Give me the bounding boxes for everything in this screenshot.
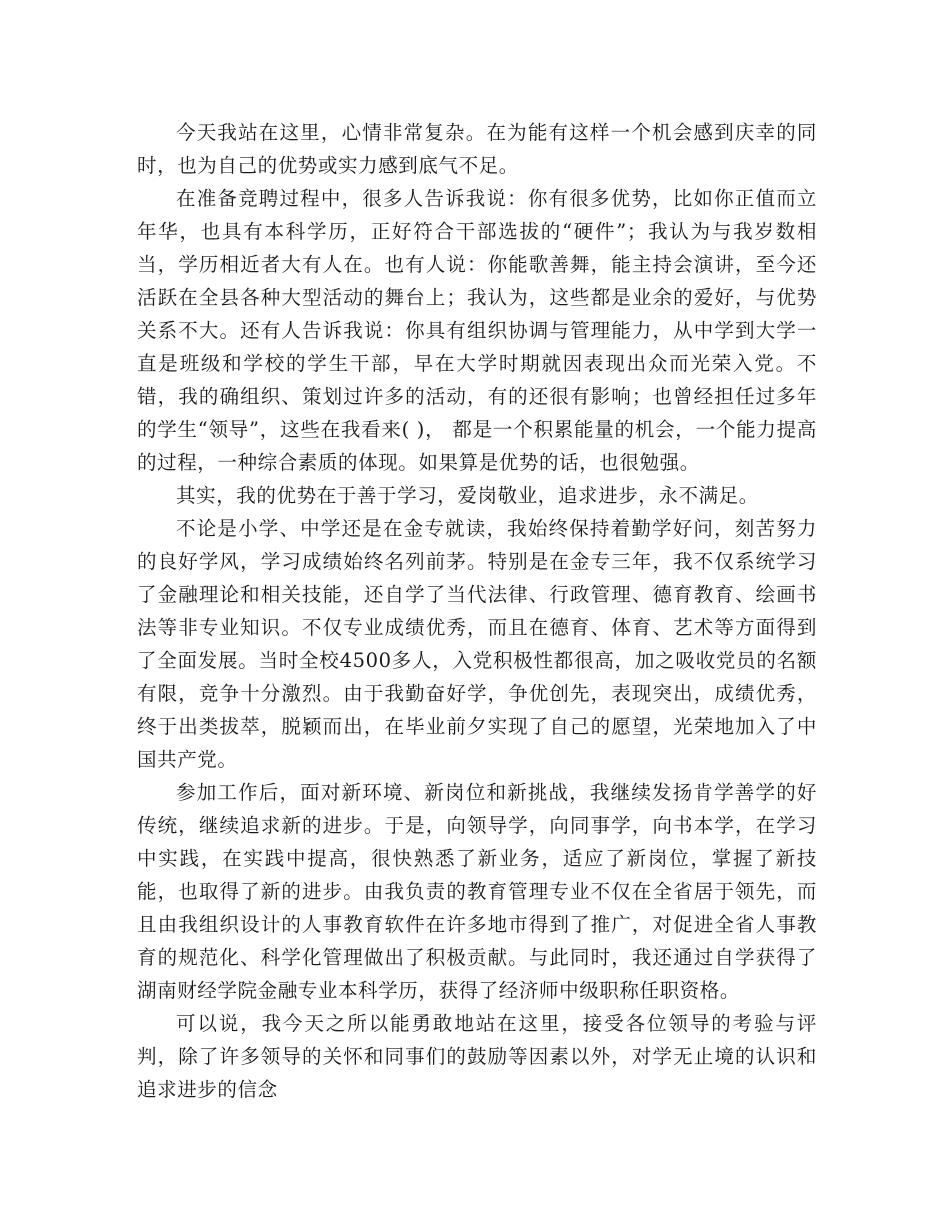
document-body	[137, 116, 817, 1106]
paragraph: 参加工作后，面对新环境、新岗位和新挑战，我继续发扬肯学善学的好传统，继续追求新的进步。于是，向领导学，向同事学，向书本学，在学习中实践，在实践中提高，很快熟悉了新业务，适应了新岗位，掌握了新技能，也取得了新的进步。由我负责的教育管理专业不仅在全省居于领先，而且由我组织设计的人事教育软件在许多地市得到了推广，对促进全省人事教育的规范化、科学化管理做出了积极贡献。与此同时，我还通过自学获得了湖南财经学院金融专业本科学历，获得了经济师中级职称任职资格。	[137, 781, 817, 1002]
paragraph: 不论是小学、中学还是在金专就读，我始终保持着勤学好问，刻苦努力的良好学风，学习成绩始终名列前茅。特别是在金专三年，我不仅系统学习了金融理论和相关技能，还自学了当代法律、行政管理、德育教育、绘画书法等非专业知识。不仅专业成绩优秀，而且在德育、体育、艺术等方面得到了全面发展。当时全校4500多人，入党积极性都很高，加之吸收党员的名额有限，竞争十分激烈。由于我勤奋好学，争优创先，表现突出，成绩优秀，终于出类拔萃，脱颖而出，在毕业前夕实现了自己的愿望，光荣地加入了中国共产党。	[137, 517, 817, 771]
paragraph: 其实，我的优势在于善于学习，爱岗敬业，追求进步，永不满足。	[176, 484, 759, 507]
paragraph: 在准备竞聘过程中，很多人告诉我说：你有很多优势，比如你正值而立年华，也具有本科学历，正好符合干部选拔的“硬件”；我认为与我岁数相当，学历相近者大有人在。也有人说：你能歌善舞，能主持会演讲，至今还活跃在全县各种大型活动的舞台上；我认为，这些都是业余的爱好，与优势关系不大。还有人告诉我说：你具有组织协调与管理能力，从中学到大学一直是班级和学校的学生干部，早在大学时期就因表现出众而光荣入党。不错，我的确组织、策划过许多的活动，有的还很有影响；也曾经担任过多年的学生“领导”，这些在我看来( )， 都是一个积累能量的机会，一个能力提高的过程，一种综合素质的体现。如果算是优势的话，也很勉强。	[137, 187, 817, 474]
paragraph: 今天我站在这里，心情非常复杂。在为能有这样一个机会感到庆幸的同时，也为自己的优势或实力感到底气不足。	[137, 121, 817, 177]
paragraph: 可以说，我今天之所以能勇敢地站在这里，接受各位领导的考验与评判，除了许多领导的关怀和同事们的鼓励等因素以外，对学无止境的认识和追求进步的信念	[137, 1012, 817, 1101]
